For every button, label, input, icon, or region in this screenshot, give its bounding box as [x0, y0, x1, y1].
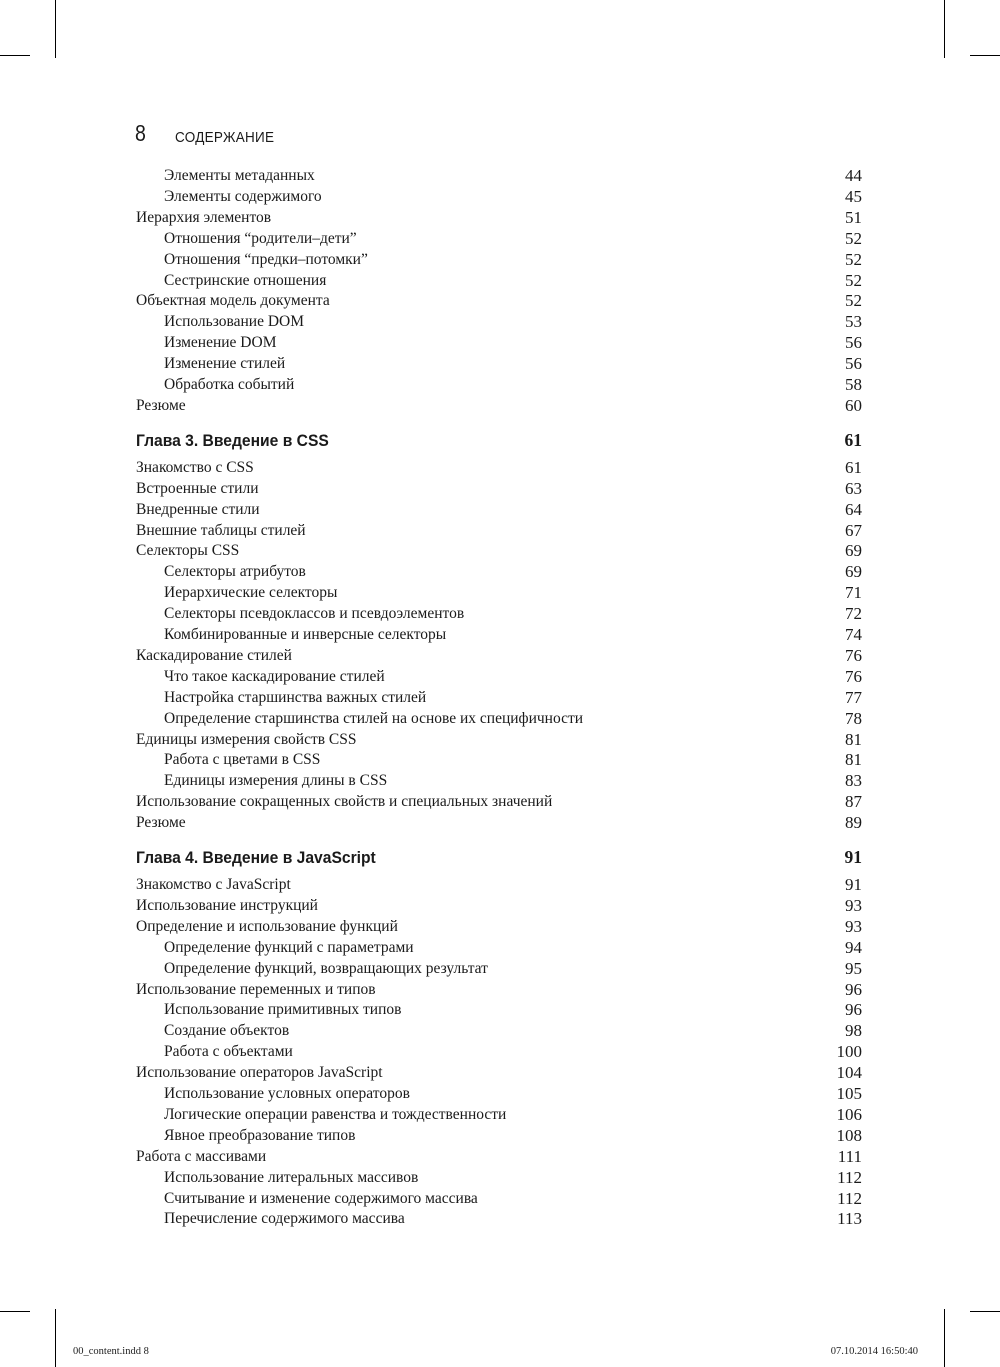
toc-entry [136, 165, 862, 186]
toc-entry-page: 76 [845, 666, 862, 686]
toc-entry-page: 52 [845, 291, 862, 311]
toc-entry-title: Использование литеральных массивов [164, 1168, 419, 1186]
toc-entry [136, 332, 862, 353]
toc-entry-title: Иерархические селекторы [164, 584, 338, 602]
toc-entry-page: 78 [845, 708, 862, 728]
toc-entry-page: 69 [845, 541, 862, 561]
toc-entry-page: 56 [845, 333, 862, 353]
toc-entry [136, 1208, 862, 1229]
toc-entry-title: Использование примитивных типов [164, 1001, 402, 1019]
toc-entry-page: 106 [836, 1104, 862, 1124]
toc-entry-title: Что такое каскадирование стилей [164, 667, 385, 685]
toc-entry [136, 582, 862, 603]
toc-entry-page: 108 [836, 1125, 862, 1145]
crop-mark [970, 55, 1000, 56]
toc-entry-title: Встроенные стили [136, 479, 259, 497]
toc-entry-title: Использование переменных и типов [136, 980, 376, 998]
crop-mark [55, 0, 56, 58]
toc-entry-title: Знакомство с CSS [136, 458, 254, 476]
page-header [135, 120, 275, 147]
toc-entry-title: Элементы метаданных [164, 167, 315, 184]
toc-entry-title: Единицы измерения длины в CSS [164, 772, 388, 790]
toc-entry-title: Явное преобразование типов [164, 1126, 356, 1144]
toc-entry-title: Работа с цветами в CSS [164, 751, 321, 769]
toc-entry-title: Создание объектов [164, 1022, 290, 1040]
toc-entry-page: 112 [837, 1188, 862, 1208]
toc-entry-page: 69 [845, 562, 862, 582]
toc-entry-page: 56 [845, 354, 862, 374]
toc-entry-title: Резюме [136, 814, 186, 832]
toc-entry-page: 104 [836, 1063, 862, 1083]
crop-mark [970, 1311, 1000, 1312]
toc-entry [136, 311, 862, 332]
toc-entry-page: 96 [845, 1000, 862, 1020]
toc-entry-page: 60 [845, 395, 862, 415]
toc-entry-page: 44 [845, 166, 862, 185]
toc-entry [136, 874, 862, 895]
toc-entry [136, 916, 862, 937]
toc-entry [136, 1188, 862, 1209]
toc-entry-page: 52 [845, 249, 862, 269]
toc-entry-title: Использование условных операторов [164, 1085, 410, 1102]
toc-entry-title: Внешние таблицы стилей [136, 521, 306, 539]
toc-entry [136, 666, 862, 687]
toc-entry-title: Глава 4. Введение в JavaScript [136, 848, 376, 867]
toc-entry [136, 895, 862, 916]
toc-entry-title: Обработка событий [164, 376, 295, 393]
toc-entry-page: 51 [845, 207, 862, 227]
toc-entry-title: Работа с массивами [136, 1147, 267, 1165]
toc-entry [136, 749, 862, 770]
toc-entry-title: Селекторы CSS [136, 542, 240, 560]
toc-entry-title: Элементы содержимого [164, 187, 322, 205]
toc-entry [136, 791, 862, 812]
toc-entry-page: 63 [845, 478, 862, 498]
toc-entry [136, 228, 862, 249]
toc-entry-page: 91 [844, 847, 862, 867]
toc-entry-page: 111 [837, 1146, 862, 1166]
toc-entry-title: Использование операторов JavaScript [136, 1064, 383, 1082]
toc-entry-page: 112 [837, 1167, 862, 1187]
toc-entry [136, 353, 862, 374]
toc-entry-title: Определение и использование функций [136, 917, 398, 935]
toc-entry [136, 1020, 862, 1041]
toc-entry-page: 98 [845, 1021, 862, 1041]
toc-entry-title: Каскадирование стилей [136, 646, 292, 664]
toc-entry-title: Перечисление содержимого массива [164, 1210, 405, 1228]
toc-entry [136, 937, 862, 958]
running-title: СОДЕРЖАНИЕ [175, 129, 275, 146]
toc-entry [136, 374, 862, 395]
toc-entry-page: 76 [845, 645, 862, 665]
toc-entry [136, 770, 862, 791]
toc-entry-title: Определение старшинства стилей на основе их специфичности [164, 709, 584, 727]
toc-entry [136, 999, 862, 1020]
toc-entry-page: 52 [845, 228, 862, 248]
toc-entry [136, 958, 862, 979]
toc-entry-page: 67 [845, 520, 862, 540]
toc-entry [136, 708, 862, 729]
toc-entry [136, 499, 862, 520]
toc-chapter [136, 430, 862, 451]
toc-entry-title: Логические операции равенства и тождественности [164, 1105, 507, 1123]
toc-entry-title: Комбинированные и инверсные селекторы [164, 626, 447, 643]
toc-entry [136, 270, 862, 291]
toc-entry-page: 61 [844, 429, 862, 450]
toc-entry [136, 207, 862, 228]
toc-entry-page: 53 [845, 312, 862, 332]
toc-entry [136, 812, 862, 833]
toc-entry-title: Считывание и изменение содержимого массива [164, 1189, 478, 1207]
toc-entry-title: Настройка старшинства важных стилей [164, 688, 427, 706]
toc-entry [136, 395, 862, 416]
toc-entry-page: 113 [837, 1209, 862, 1229]
toc-entry-page: 89 [845, 813, 862, 833]
toc-entry [136, 624, 862, 645]
toc-entry-page: 72 [845, 604, 862, 624]
toc-entry [136, 645, 862, 666]
toc-entry-title: Объектная модель документа [136, 292, 330, 310]
toc-entry-title: Использование DOM [164, 313, 305, 331]
toc-entry [136, 1041, 862, 1062]
toc-entry-title: Изменение DOM [164, 334, 277, 352]
toc-entry-page: 91 [845, 875, 862, 894]
toc-entry [136, 561, 862, 582]
crop-mark [0, 55, 30, 56]
toc-entry-page: 87 [845, 792, 862, 812]
toc-chapter [136, 847, 862, 868]
slug-datetime: 07.10.2014 16:50:40 [830, 1346, 918, 1357]
toc-entry-page: 77 [845, 687, 862, 707]
toc-entry-title: Знакомство с JavaScript [136, 876, 291, 893]
toc-entry-page: 81 [845, 729, 862, 749]
toc-entry-title: Работа с объектами [164, 1043, 293, 1061]
slug-file: 00_content.indd 8 [73, 1346, 149, 1357]
toc-entry [136, 729, 862, 750]
toc-entry [136, 1146, 862, 1167]
toc-entry-page: 74 [845, 625, 862, 644]
toc-entry [136, 540, 862, 561]
toc-entry-page: 61 [845, 457, 862, 477]
toc-entry-page: 83 [845, 771, 862, 791]
toc-entry-title: Сестринские отношения [164, 271, 327, 289]
toc-entry-page: 64 [845, 499, 862, 519]
toc-entry-title: Иерархия элементов [136, 208, 272, 226]
toc-entry [136, 186, 862, 207]
toc-entry-page: 95 [845, 958, 862, 978]
toc-entry-title: Внедренные стили [136, 500, 260, 518]
toc-entry-page: 96 [845, 979, 862, 999]
toc-entry [136, 1167, 862, 1188]
toc-entry [136, 603, 862, 624]
toc-entry [136, 1125, 862, 1146]
toc-entry-page: 100 [836, 1042, 862, 1062]
toc-entry [136, 457, 862, 478]
crop-mark [944, 1309, 945, 1367]
toc-entry-title: Использование сокращенных свойств и специальных значений [136, 793, 553, 811]
toc-entry [136, 520, 862, 541]
toc-entry-title: Единицы измерения свойств CSS [136, 730, 357, 748]
toc-entry-page: 93 [845, 916, 862, 936]
crop-mark [0, 1311, 30, 1312]
toc-entry [136, 1062, 862, 1083]
toc-entry-title: Резюме [136, 396, 186, 414]
page-number: 8 [135, 120, 146, 146]
toc-entry-page: 94 [845, 937, 862, 957]
toc-entry-page: 71 [845, 583, 862, 603]
toc-entry [136, 478, 862, 499]
toc-entry-title: Отношения “родители–дети” [164, 229, 357, 247]
toc-entry-title: Определение функций с параметрами [164, 938, 414, 956]
toc-entry [136, 979, 862, 1000]
toc-entry-page: 93 [845, 895, 862, 915]
toc-entry [136, 290, 862, 311]
toc-entry-title: Определение функций, возвращающих результат [164, 959, 488, 977]
toc-entry-title: Селекторы атрибутов [164, 563, 306, 581]
toc-entry-title: Отношения “предки–потомки” [164, 250, 368, 268]
toc-entry-title: Селекторы псевдоклассов и псевдоэлементов [164, 605, 465, 623]
toc-entry-page: 105 [836, 1084, 862, 1103]
crop-mark [55, 1309, 56, 1367]
toc-entry-page: 52 [845, 270, 862, 290]
toc-entry [136, 1083, 862, 1104]
toc-entry [136, 687, 862, 708]
toc-entry [136, 1104, 862, 1125]
toc-entry-page: 81 [845, 750, 862, 770]
toc-entry-title: Глава 3. Введение в CSS [136, 430, 329, 450]
toc-entry-page: 45 [845, 186, 862, 206]
toc-entry-title: Использование инструкций [136, 896, 318, 914]
toc-entry [136, 249, 862, 270]
toc-entry-page: 58 [845, 375, 862, 394]
crop-mark [944, 0, 945, 58]
toc-entry-title: Изменение стилей [164, 355, 286, 373]
